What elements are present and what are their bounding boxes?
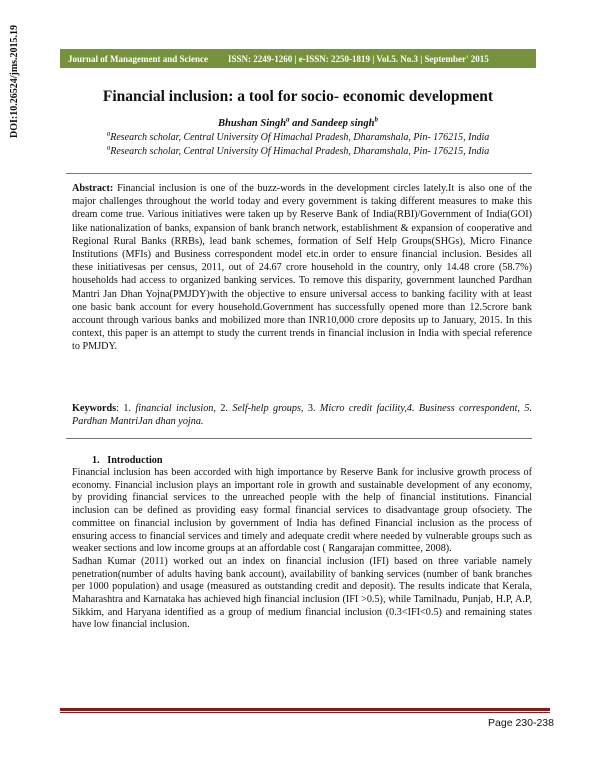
affiliation-1-mark: a bbox=[106, 129, 111, 138]
divider-top bbox=[66, 173, 532, 174]
affiliation-1 bbox=[60, 129, 536, 143]
affiliation-2-mark: a bbox=[106, 143, 111, 152]
abstract-text: Financial inclusion is one of the buzz-words in the development circles lately.It is also one of the major challenges throughout the world today and every government is taking different measures to make this dream come true. Various initiatives were taken up by Reserve Bank of India(RBI)/Government of India(GOI) like nationalization of banks, expansion of bank branch network, establishment & expansion of cooperative and Regional Rural Banks (RRBs), lead bank schemes, formation of Self Help Groups(SHGs), Micro Finance Institutions (MFIs) and Business correspondent model etc.in order to ensure financial inclusion. Besides all these initiativesas per census, 2011, out of 24.67 crore household in the country, only 14.48 crore (58.7%) households had access to organized banking services. To remove this disparity, government launched Pardhan Mantri Jan Dhan Yojna(PMJDY)with the objective to ensure universal access to banking facility with at least one basic bank account for every household.Government has successfully opened more than 12.5crore bank account through various banks and mobilized more than INR10,000 crore deposits up to January, 2015. In this context, this paper is an attempt to study the current trends in financial inclusion in India with special reference to PMJDY. bbox=[72, 183, 533, 353]
keywords-sep: : 1. bbox=[116, 403, 136, 414]
author-2: and Sandeep singh bbox=[289, 118, 375, 129]
affiliation-2-text: Research scholar, Central University Of Himachal Pradesh, Dharamshala, Pin- 176215, India bbox=[110, 146, 490, 157]
footer-rule-thin bbox=[60, 712, 550, 713]
section-heading bbox=[92, 455, 163, 466]
author-2-mark: b bbox=[374, 115, 378, 124]
journal-name: Journal of Management and Science bbox=[68, 53, 208, 64]
keywords bbox=[72, 402, 532, 428]
abstract-label: Abstract: bbox=[72, 183, 114, 194]
author-line bbox=[60, 115, 536, 129]
keyword-1: financial inclusion, bbox=[135, 403, 221, 414]
keyword-2: Self-help groups, bbox=[232, 403, 308, 414]
page-number: Page 230-238 bbox=[488, 717, 554, 729]
intro-paragraph-1: Financial inclusion has been accorded with high importance by Reserve Bank for inclusive growth process of economy. Financial inclusion plays an important role in growth and sustainable development of any economy, by providing financial services to the unreached people with the help of financial institutions. Financial inclusion can be defined as providing easy formal financial services to disadvantage group ofsociety. The committee on financial inclusion by government of India has defined Financial inclusion as the process of ensuring access to financial services and timely and adequate credit where needed by vulnerable groups such as weaker sections and low income groups at an affordable cost ( Rangarajan committee, 2008). bbox=[72, 467, 532, 555]
keywords-label: Keywords bbox=[72, 403, 117, 414]
section-number: 1. bbox=[92, 455, 100, 466]
footer-rule bbox=[60, 708, 550, 711]
abstract bbox=[72, 182, 532, 354]
paper-title: Financial inclusion: a tool for socio- economic development bbox=[102, 88, 494, 105]
divider-bottom bbox=[66, 438, 532, 439]
affiliation-2 bbox=[60, 143, 536, 157]
intro-paragraph-2: Sadhan Kumar (2011) worked out an index on financial inclusion (IFI) based on three variable namely penetration(number of adults having bank account), availability of banking services (number of bank branches per 1000 population) and usage (measured as outstanding credit and deposit). The results indicate that Kerala, Maharashtra and Karnataka has achieved high financial inclusion (IFI >0.5), while Tamilnadu, Punjab, H.P, A.P, Sikkim, and Haryana identified as a group of medium financial inclusion (0.3<IFI<0.5) and remaining states have low financial inclusion. bbox=[72, 555, 532, 631]
keyword-3: Micro credit facility,4. Business correspondent, 5. Pardhan MantriJan dhan yojna. bbox=[72, 403, 533, 428]
journal-issn: ISSN: 2249-1260 | e-ISSN: 2250-1819 | Vol.5. No.3 | September' 2015 bbox=[228, 53, 489, 64]
introduction-body bbox=[72, 467, 532, 632]
affiliation-1-text: Research scholar, Central University Of Himachal Pradesh, Dharamshala, Pin- 176215, India bbox=[110, 132, 490, 143]
author-1: Bhushan Singh bbox=[218, 118, 287, 129]
keyword-3-num: 3. bbox=[307, 403, 320, 414]
keyword-2-num: 2. bbox=[220, 403, 233, 414]
doi-margin bbox=[8, 24, 22, 138]
doi-text: DOI:10.26524/jms.2015.19 bbox=[9, 24, 20, 138]
section-title: Introduction bbox=[107, 455, 163, 466]
author-1-mark: a bbox=[286, 115, 290, 124]
journal-header-bar bbox=[60, 49, 536, 68]
